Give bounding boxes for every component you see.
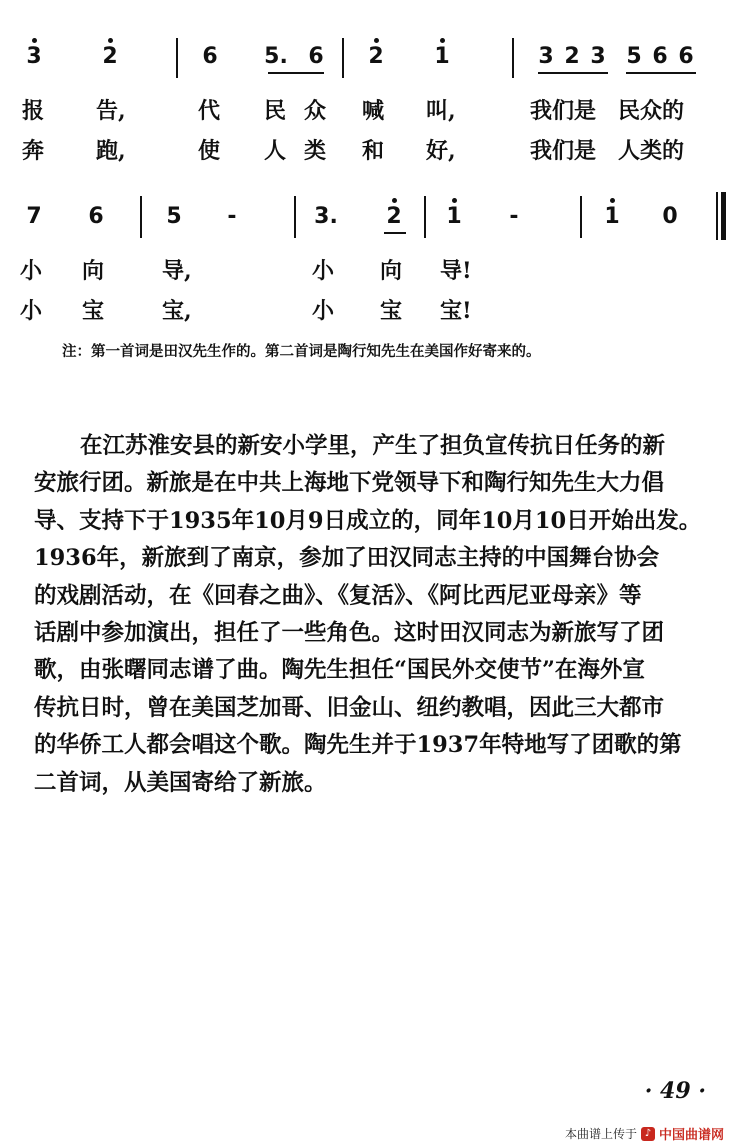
- footer-text: 本曲谱上传于: [564, 1127, 637, 1141]
- paragraph-line: 的华侨工人都会唱这个歌。陶先生并于1937年特地写了团歌的第: [34, 732, 682, 759]
- lyric: 奔: [22, 138, 45, 164]
- note: -: [227, 204, 237, 229]
- lyric: 代: [198, 98, 221, 124]
- lyric: 向: [380, 258, 403, 284]
- paragraph-line: 1936年，新旅到了南京，参加了田汉同志主持的中国舞台协会: [34, 545, 660, 572]
- beam-underline: [538, 72, 608, 74]
- note: 6: [308, 44, 324, 69]
- beam-underline: [268, 72, 324, 74]
- lyric: 我们是: [530, 98, 597, 124]
- lyric: 叫,: [426, 98, 456, 124]
- note: 6: [678, 44, 694, 69]
- note: 2: [386, 204, 402, 229]
- beam-underline: [626, 72, 696, 74]
- lyric: 和: [362, 138, 385, 164]
- note: -: [509, 204, 519, 229]
- paragraph-line: 在江苏淮安县的新安小学里，产生了担负宣传抗日任务的新: [80, 433, 666, 459]
- lyric: 向: [82, 258, 105, 284]
- lyric: 告,: [96, 98, 126, 124]
- lyric: 小: [312, 258, 335, 284]
- bar-line: [424, 196, 426, 238]
- site-logo-icon: ♪: [641, 1127, 655, 1141]
- paragraph-line: 导、支持下于1935年10月9日成立的，同年10月10日开始出发。: [34, 507, 702, 534]
- note: 1: [434, 44, 450, 69]
- upload-footer: [565, 1124, 724, 1143]
- body-paragraph: [34, 428, 724, 802]
- paragraph-line: 安旅行团。新旅是在中共上海地下党领导下和陶行知先生大力倡: [34, 470, 665, 497]
- lyric: 导!: [440, 258, 472, 284]
- note: 6: [652, 44, 668, 69]
- bar-line: [176, 38, 178, 78]
- bar-line: [294, 196, 296, 238]
- note: 3: [538, 44, 554, 69]
- lyric: 类: [304, 138, 327, 164]
- beam-underline: [384, 232, 406, 234]
- paragraph-line: 二首词，从美国寄给了新旅。: [34, 769, 327, 796]
- page-number: · 49 ·: [644, 1078, 706, 1104]
- high-octave-dot: [452, 198, 457, 203]
- note: 6: [202, 44, 218, 69]
- paragraph-line: 的戏剧活动，在《回春之曲》、《复活》、《阿比西尼亚母亲》等: [34, 582, 642, 609]
- score-footnote: 注：第一首词是田汉先生作的。第二首词是陶行知先生在美国作好寄来的。: [62, 343, 541, 360]
- lyric: 报: [22, 98, 45, 124]
- high-octave-dot: [392, 198, 397, 203]
- lyric: 宝: [380, 298, 403, 324]
- lyric: 宝,: [162, 298, 192, 324]
- lyric: 使: [198, 138, 221, 164]
- lyric: 好,: [426, 138, 456, 164]
- note: 7: [26, 204, 42, 229]
- note: 0: [662, 204, 678, 229]
- lyric: 小: [20, 258, 43, 284]
- note: 2: [368, 44, 384, 69]
- high-octave-dot: [374, 38, 379, 43]
- note: 3: [26, 44, 42, 69]
- paragraph-line: 传抗日时，曾在美国芝加哥、旧金山、纽约教唱，因此三大都市: [34, 694, 665, 721]
- final-bar-thin: [716, 192, 718, 240]
- note: 3: [590, 44, 606, 69]
- note: 3.: [314, 204, 338, 229]
- site-logo-text: 中国曲谱网: [658, 1128, 724, 1143]
- note: 5.: [264, 44, 288, 69]
- lyric: 宝!: [440, 298, 472, 324]
- high-octave-dot: [108, 38, 113, 43]
- note: 5: [626, 44, 642, 69]
- bar-line: [512, 38, 514, 78]
- high-octave-dot: [440, 38, 445, 43]
- lyric: 民: [264, 98, 287, 124]
- note: 2: [102, 44, 118, 69]
- lyric: 众: [304, 98, 327, 124]
- bar-line: [342, 38, 344, 78]
- note: 2: [564, 44, 580, 69]
- lyric: 我们是: [530, 138, 597, 164]
- high-octave-dot: [32, 38, 37, 43]
- lyric: 小: [20, 298, 43, 324]
- lyric: 小: [312, 298, 335, 324]
- paragraph-line: 话剧中参加演出，担任了一些角色。这时田汉同志为新旅写了团: [34, 620, 665, 647]
- note: 5: [166, 204, 182, 229]
- lyric: 跑,: [96, 138, 126, 164]
- bar-line: [580, 196, 582, 238]
- lyric: 喊: [362, 98, 385, 124]
- lyric: 宝: [82, 298, 105, 324]
- note: 1: [604, 204, 620, 229]
- lyric: 导,: [162, 258, 192, 284]
- final-bar-thick: [721, 192, 726, 240]
- paragraph-line: 歌，由张曙同志谱了曲。陶先生担任“国民外交使节”在海外宣: [34, 657, 645, 684]
- lyric: 人: [264, 138, 287, 164]
- bar-line: [140, 196, 142, 238]
- note: 1: [446, 204, 462, 229]
- lyric: 民众的: [618, 98, 685, 124]
- high-octave-dot: [610, 198, 615, 203]
- lyric: 人类的: [618, 138, 685, 164]
- note: 6: [88, 204, 104, 229]
